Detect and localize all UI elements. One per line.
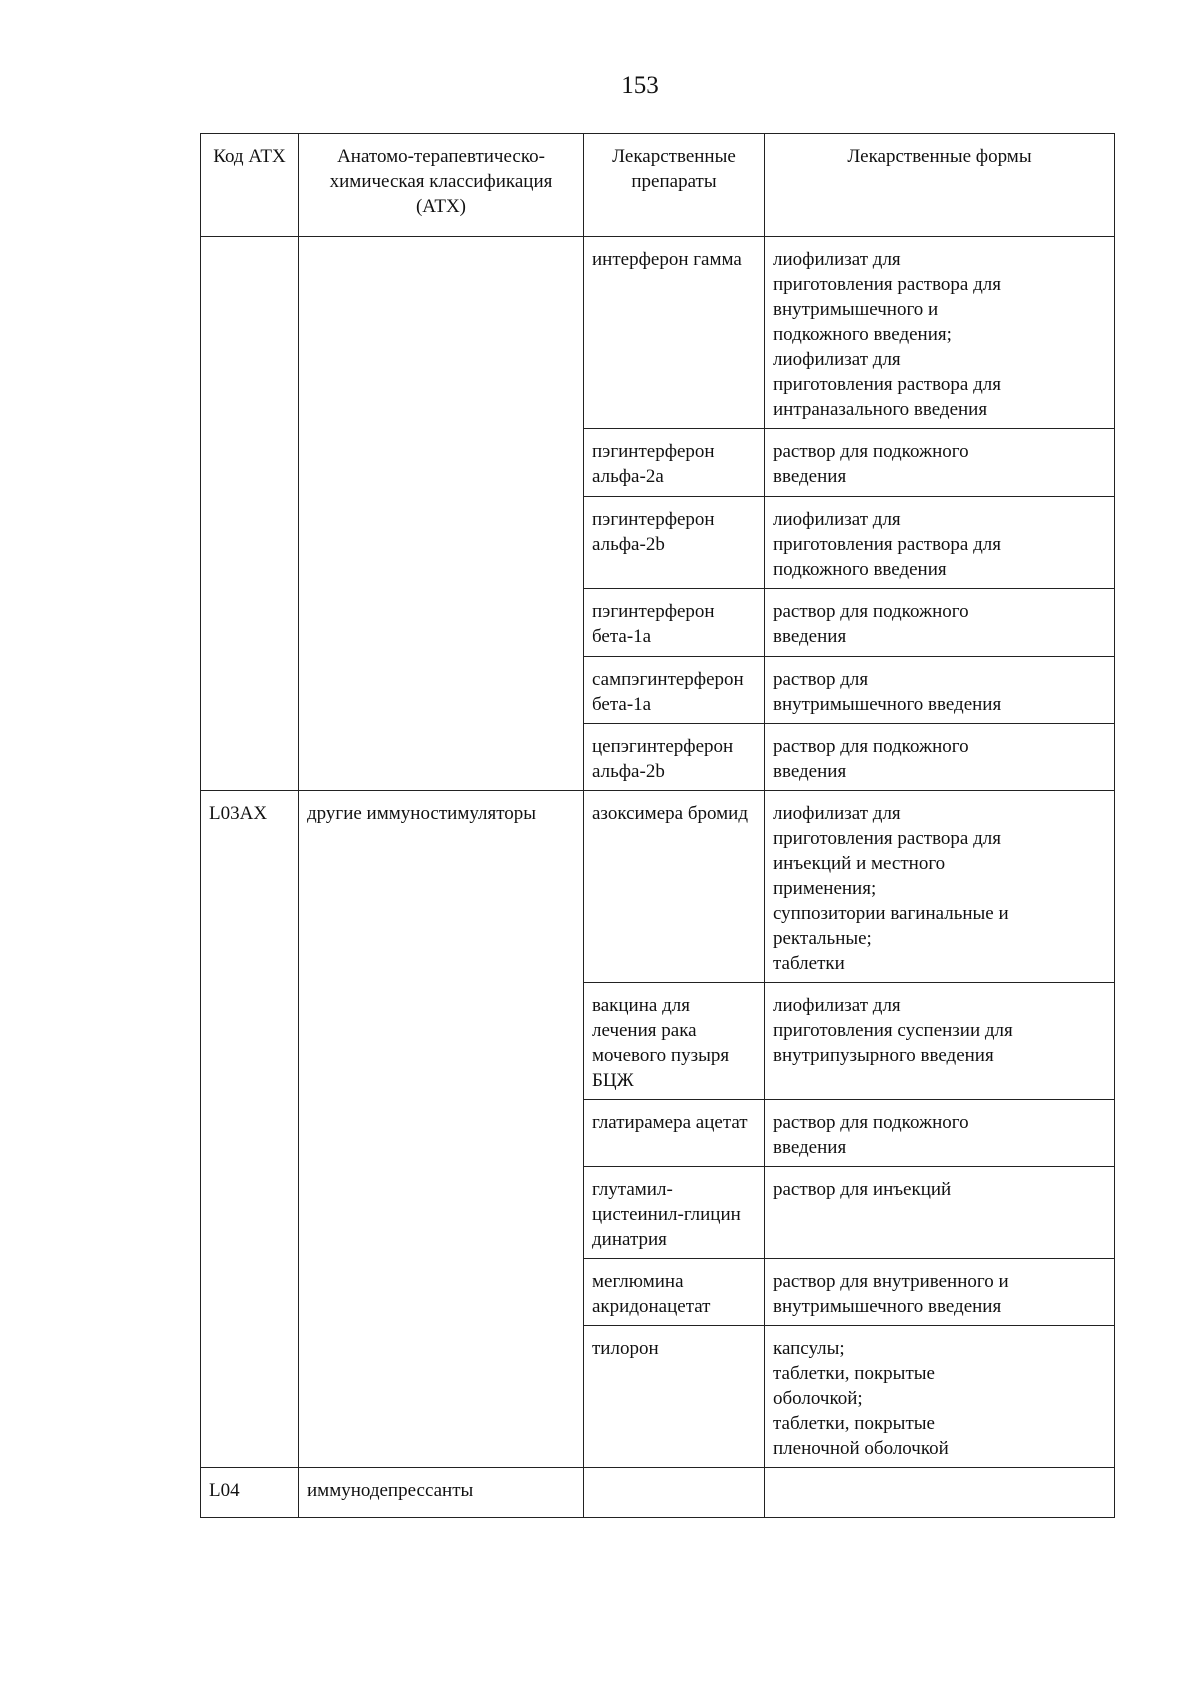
dosage-form-cell: лиофилизат для приготовления раствора для подкожного введения xyxy=(765,497,1115,589)
header-forms: Лекарственные формы xyxy=(765,134,1115,237)
drug-cell: пэгинтерферон альфа-2а xyxy=(584,429,765,497)
dosage-form-cell: раствор для подкожного введения xyxy=(765,1100,1115,1167)
dosage-form-cell: раствор для подкожного введения xyxy=(765,429,1115,497)
drug-cell: тилорон xyxy=(584,1326,765,1468)
table-row xyxy=(201,237,1115,429)
drug-cell xyxy=(584,1468,765,1518)
dosage-form-cell: лиофилизат для приготовления раствора для инъекций и местного применения; суппозитории вагинальные и ректальные; таблетки xyxy=(765,791,1115,983)
dosage-form-cell: раствор для инъекций xyxy=(765,1167,1115,1259)
drug-cell: азоксимера бромид xyxy=(584,791,765,983)
atc-code-cell: L04 xyxy=(201,1468,299,1518)
table-row xyxy=(201,1468,1115,1518)
dosage-form-cell: лиофилизат для приготовления раствора для внутримышечного и подкожного введения; лиофилизат для приготовления раствора для интраназального введения xyxy=(765,237,1115,429)
header-classification: Анатомо-терапевтическо- химическая классификация (АТХ) xyxy=(299,134,584,237)
classification-cell xyxy=(299,237,584,791)
table-header-row xyxy=(201,134,1115,237)
dosage-form-cell: лиофилизат для приготовления суспензии для внутрипузырного введения xyxy=(765,983,1115,1100)
header-code: Код АТХ xyxy=(201,134,299,237)
dosage-form-cell: раствор для внутривенного и внутримышечного введения xyxy=(765,1259,1115,1326)
page-number: 153 xyxy=(621,72,659,99)
dosage-form-cell: раствор для подкожного введения xyxy=(765,724,1115,791)
dosage-form-cell: раствор для подкожного введения xyxy=(765,589,1115,657)
drug-cell: пэгинтерферон бета-1a xyxy=(584,589,765,657)
table-body xyxy=(201,237,1115,1518)
classification-cell: иммунодепрессанты xyxy=(299,1468,584,1518)
drug-cell: вакцина для лечения рака мочевого пузыря БЦЖ xyxy=(584,983,765,1100)
classification-cell: другие иммуностимуляторы xyxy=(299,791,584,1468)
drug-cell: интерферон гамма xyxy=(584,237,765,429)
dosage-form-cell xyxy=(765,1468,1115,1518)
header-drugs: Лекарственные препараты xyxy=(584,134,765,237)
atc-table xyxy=(200,133,1115,1518)
drug-cell: сампэгинтерферон бета-1a xyxy=(584,657,765,724)
drug-cell: меглюмина акридонацетат xyxy=(584,1259,765,1326)
table-row xyxy=(201,791,1115,983)
dosage-form-cell: капсулы; таблетки, покрытые оболочкой; таблетки, покрытые пленочной оболочкой xyxy=(765,1326,1115,1468)
atc-code-cell xyxy=(201,237,299,791)
drug-cell: глутамил- цистеинил-глицин динатрия xyxy=(584,1167,765,1259)
drug-cell: цепэгинтерферон альфа-2b xyxy=(584,724,765,791)
drug-cell: пэгинтерферон альфа-2b xyxy=(584,497,765,589)
dosage-form-cell: раствор для внутримышечного введения xyxy=(765,657,1115,724)
drug-cell: глатирамера ацетат xyxy=(584,1100,765,1167)
atc-code-cell: L03AX xyxy=(201,791,299,1468)
